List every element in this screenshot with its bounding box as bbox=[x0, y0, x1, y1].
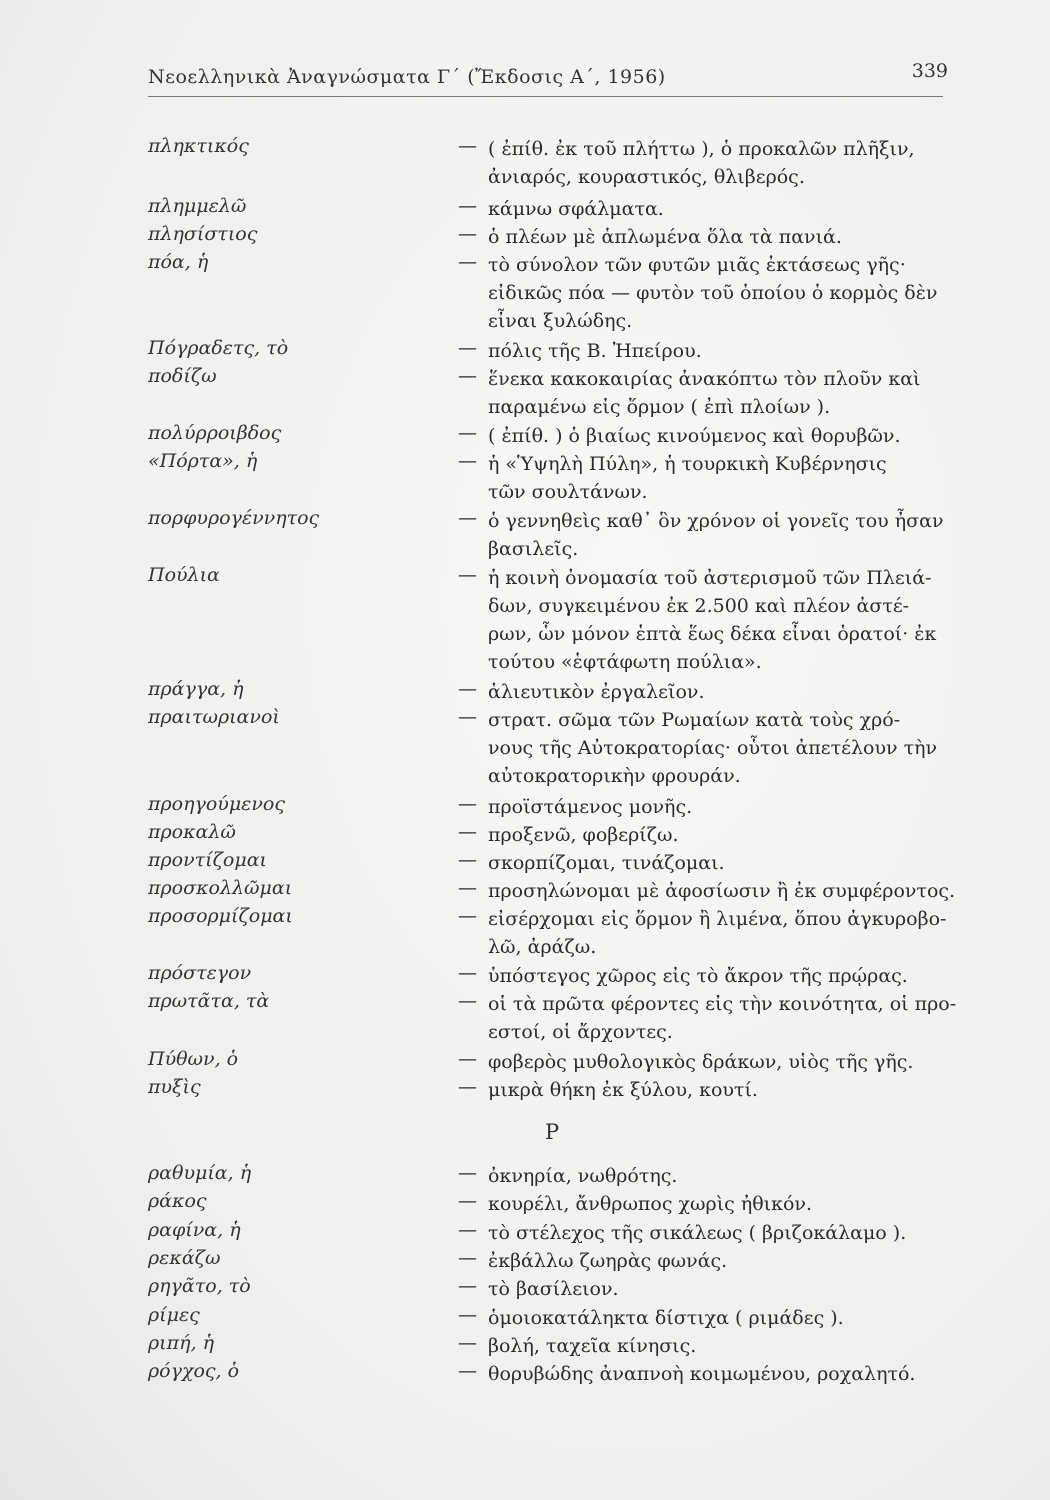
entry-dash: — bbox=[458, 1219, 477, 1241]
definition-line: εστοί, οἱ ἄρχοντες. bbox=[488, 1021, 673, 1043]
definition-line: κάμνω σφάλματα. bbox=[488, 198, 664, 220]
entry-dash: — bbox=[458, 135, 477, 157]
definition-line: μικρὰ θήκη ἐκ ξύλου, κουτί. bbox=[488, 1079, 758, 1101]
entry-headword: Πύθων, ὁ bbox=[148, 1048, 239, 1070]
definition-line: στρατ. σῶμα τῶν Ρωμαίων κατὰ τοὺς χρό- bbox=[488, 709, 901, 731]
entry-dash: — bbox=[458, 990, 477, 1012]
definition-line: ἀνιαρός, κουραστικός, θλιβερός. bbox=[488, 166, 805, 188]
definition-line: ἡ «Ὑψηλὴ Πύλη», ἡ τουρκικὴ Κυβέρνησις bbox=[488, 453, 887, 475]
entry-definition bbox=[488, 1048, 948, 1076]
definition-line: αὐτοκρατορικὴν φρουράν. bbox=[488, 765, 741, 787]
definition-line: οἱ τὰ πρῶτα φέροντες εἰς τὴν κοινότητα, οἱ προ- bbox=[488, 993, 957, 1015]
definition-line: ( ἐπίθ. ἐκ τοῦ πλήττω ), ὁ προκαλῶν πλῆξιν, bbox=[488, 138, 915, 160]
entry-dash: — bbox=[458, 1275, 477, 1297]
page-number: 339 bbox=[911, 60, 948, 82]
entry-definition bbox=[488, 821, 948, 849]
definition-line: ἐκβάλλω ζωηρὰς φωνάς. bbox=[488, 1250, 728, 1272]
definition-line: πόλις τῆς Β. Ἠπείρου. bbox=[488, 340, 702, 362]
entry-dash: — bbox=[458, 1162, 477, 1184]
entry-dash: — bbox=[458, 877, 477, 899]
entry-definition bbox=[488, 1162, 948, 1190]
entry-headword: πλημμελῶ bbox=[148, 195, 247, 217]
running-title: Νεοελληνικὰ Ἀναγνώσματα Γ΄ (Ἔκδοσις Α΄, 1956) bbox=[148, 66, 666, 88]
entry-definition bbox=[488, 905, 948, 961]
entry-dash: — bbox=[458, 507, 477, 529]
entry-dash: — bbox=[458, 1360, 477, 1382]
definition-line: λῶ, ἀράζω. bbox=[488, 936, 597, 958]
entry-dash: — bbox=[458, 195, 477, 217]
entry-dash: — bbox=[458, 251, 477, 273]
definition-line: βασιλεῖς. bbox=[488, 538, 579, 560]
entry-definition bbox=[488, 135, 948, 191]
entry-headword: Πούλια bbox=[148, 564, 220, 586]
definition-line: ὑπόστεγος χῶρος εἰς τὸ ἄκρον τῆς πρῴρας. bbox=[488, 965, 908, 987]
definition-line: φοβερὸς μυθολογικὸς δράκων, υἱὸς τῆς γῆς. bbox=[488, 1051, 914, 1073]
entry-definition bbox=[488, 223, 948, 251]
entry-definition bbox=[488, 564, 948, 676]
definition-line: τῶν σουλτάνων. bbox=[488, 481, 648, 503]
entry-headword: ρεκάζω bbox=[148, 1247, 221, 1269]
definition-line: εἰσέρχομαι εἰς ὅρμον ἢ λιμένα, ὅπου ἀγκυροβο- bbox=[488, 908, 947, 930]
entry-headword: πρωτᾶτα, τὰ bbox=[148, 990, 270, 1012]
entry-dash: — bbox=[458, 450, 477, 472]
definition-line: εἰδικῶς πόα — φυτὸν τοῦ ὁποίου ὁ κορμὸς δὲν bbox=[488, 282, 938, 304]
entry-definition bbox=[488, 195, 948, 223]
entry-definition bbox=[488, 337, 948, 365]
definition-line: δων, συγκειμένου ἐκ 2.500 καὶ πλέον ἀστέ- bbox=[488, 595, 910, 617]
section-letter-heading: Ρ bbox=[545, 1120, 560, 1144]
entry-dash: — bbox=[458, 1304, 477, 1326]
entry-dash: — bbox=[458, 1048, 477, 1070]
definition-line: ὁ γεννηθεὶς καθ᾽ ὃν χρόνον οἱ γονεῖς του ἦσαν bbox=[488, 510, 944, 532]
entry-dash: — bbox=[458, 1190, 477, 1212]
entry-headword: ρηγᾶτο, τὸ bbox=[148, 1275, 251, 1297]
header-rule bbox=[148, 96, 943, 97]
definition-line: ὀκνηρία, νωθρότης. bbox=[488, 1165, 678, 1187]
entry-headword: προσκολλῶμαι bbox=[148, 877, 293, 899]
entry-dash: — bbox=[458, 1332, 477, 1354]
entry-definition bbox=[488, 706, 948, 790]
definition-line: θορυβώδης ἀναπνοὴ κοιμωμένου, ροχαλητό. bbox=[488, 1363, 916, 1385]
entry-definition bbox=[488, 962, 948, 990]
entry-dash: — bbox=[458, 678, 477, 700]
entry-headword: προκαλῶ bbox=[148, 821, 236, 843]
entry-definition bbox=[488, 1190, 948, 1218]
entry-headword: ράκος bbox=[148, 1190, 207, 1212]
entry-dash: — bbox=[458, 1247, 477, 1269]
entry-headword: πόα, ἡ bbox=[148, 251, 209, 273]
entry-dash: — bbox=[458, 821, 477, 843]
entry-definition bbox=[488, 1332, 948, 1360]
entry-definition bbox=[488, 1219, 948, 1247]
definition-line: ρων, ὧν μόνον ἑπτὰ ἕως δέκα εἶναι ὁρατοί· ἐκ bbox=[488, 623, 937, 645]
entry-definition bbox=[488, 678, 948, 706]
entry-headword: πληκτικός bbox=[148, 135, 249, 157]
entry-definition bbox=[488, 422, 948, 450]
definition-line: ἡ κοινὴ ὀνομασία τοῦ ἀστερισμοῦ τῶν Πλειά- bbox=[488, 567, 932, 589]
entry-definition bbox=[488, 1247, 948, 1275]
definition-line: νους τῆς Αὐτοκρατορίας· οὗτοι ἀπετέλουν τὴν bbox=[488, 737, 938, 759]
definition-line: ὁμοιοκατάληκτα δίστιχα ( ριμάδες ). bbox=[488, 1307, 844, 1329]
entry-definition bbox=[488, 793, 948, 821]
definition-line: βολή, ταχεῖα κίνησις. bbox=[488, 1335, 697, 1357]
entry-headword: προηγούμενος bbox=[148, 793, 285, 815]
entry-dash: — bbox=[458, 337, 477, 359]
definition-line: εἶναι ξυλώδης. bbox=[488, 310, 633, 332]
entry-headword: ριπή, ἡ bbox=[148, 1332, 214, 1354]
entry-headword: πραιτωριανοὶ bbox=[148, 706, 280, 728]
entry-dash: — bbox=[458, 365, 477, 387]
entry-definition bbox=[488, 507, 948, 563]
entry-dash: — bbox=[458, 905, 477, 927]
page-header bbox=[148, 60, 948, 100]
entry-headword: Πόγραδετς, τὸ bbox=[148, 337, 289, 359]
entry-headword: προσορμίζομαι bbox=[148, 905, 293, 927]
definition-line: ὁ πλέων μὲ ἁπλωμένα ὅλα τὰ πανιά. bbox=[488, 226, 842, 248]
entry-dash: — bbox=[458, 962, 477, 984]
definition-line: παραμένω εἰς ὅρμον ( ἐπὶ πλοίων ). bbox=[488, 396, 831, 418]
entry-headword: ρόγχος, ὁ bbox=[148, 1360, 240, 1382]
entry-definition bbox=[488, 877, 956, 905]
definition-line: προσηλώνομαι μὲ ἀφοσίωσιν ἢ ἐκ συμφέροντος. bbox=[488, 880, 956, 902]
definition-line: ἕνεκα κακοκαιρίας ἀνακόπτω τὸν πλοῦν καὶ bbox=[488, 368, 921, 390]
entry-dash: — bbox=[458, 793, 477, 815]
entry-headword: προντίζομαι bbox=[148, 849, 267, 871]
entry-definition bbox=[488, 450, 948, 506]
entry-definition bbox=[488, 990, 957, 1046]
definition-line: τούτου «ἑφτάφωτη πούλια». bbox=[488, 651, 762, 673]
entry-definition bbox=[488, 849, 948, 877]
entry-definition bbox=[488, 1275, 948, 1303]
entry-headword: πρόστεγον bbox=[148, 962, 252, 984]
entry-definition bbox=[488, 365, 948, 421]
entry-dash: — bbox=[458, 422, 477, 444]
definition-line: προϊστάμενος μονῆς. bbox=[488, 796, 693, 818]
entry-definition bbox=[488, 1304, 948, 1332]
entry-dash: — bbox=[458, 706, 477, 728]
entry-dash: — bbox=[458, 564, 477, 586]
definition-line: ( ἐπίθ. ) ὁ βιαίως κινούμενος καὶ θορυβῶν. bbox=[488, 425, 901, 447]
definition-line: προξενῶ, φοβερίζω. bbox=[488, 824, 679, 846]
entry-headword: πολύρροιβδος bbox=[148, 422, 282, 444]
entry-definition bbox=[488, 1076, 948, 1104]
definition-line: τὸ σύνολον τῶν φυτῶν μιᾶς ἐκτάσεως γῆς· bbox=[488, 254, 906, 276]
definition-line: σκορπίζομαι, τινάζομαι. bbox=[488, 852, 725, 874]
definition-line: ἁλιευτικὸν ἐργαλεῖον. bbox=[488, 681, 705, 703]
entry-headword: πλησίστιος bbox=[148, 223, 258, 245]
definition-line: κουρέλι, ἄνθρωπος χωρὶς ἠθικόν. bbox=[488, 1193, 813, 1215]
entry-headword: «Πόρτα», ἡ bbox=[148, 450, 258, 472]
entry-dash: — bbox=[458, 223, 477, 245]
entry-headword: πορφυρογέννητος bbox=[148, 507, 320, 529]
entry-definition bbox=[488, 251, 948, 335]
definition-line: τὸ βασίλειον. bbox=[488, 1278, 619, 1300]
entry-headword: πράγγα, ἡ bbox=[148, 678, 244, 700]
entry-headword: ραφίνα, ἡ bbox=[148, 1219, 241, 1241]
entry-headword: ρίμες bbox=[148, 1304, 200, 1326]
entry-dash: — bbox=[458, 849, 477, 871]
entry-headword: ραθυμία, ἡ bbox=[148, 1162, 252, 1184]
definition-line: τὸ στέλεχος τῆς σικάλεως ( βριζοκάλαμο ). bbox=[488, 1222, 907, 1244]
entry-definition bbox=[488, 1360, 948, 1388]
entry-headword: ποδίζω bbox=[148, 365, 217, 387]
entry-headword: πυξὶς bbox=[148, 1076, 201, 1098]
entry-dash: — bbox=[458, 1076, 477, 1098]
